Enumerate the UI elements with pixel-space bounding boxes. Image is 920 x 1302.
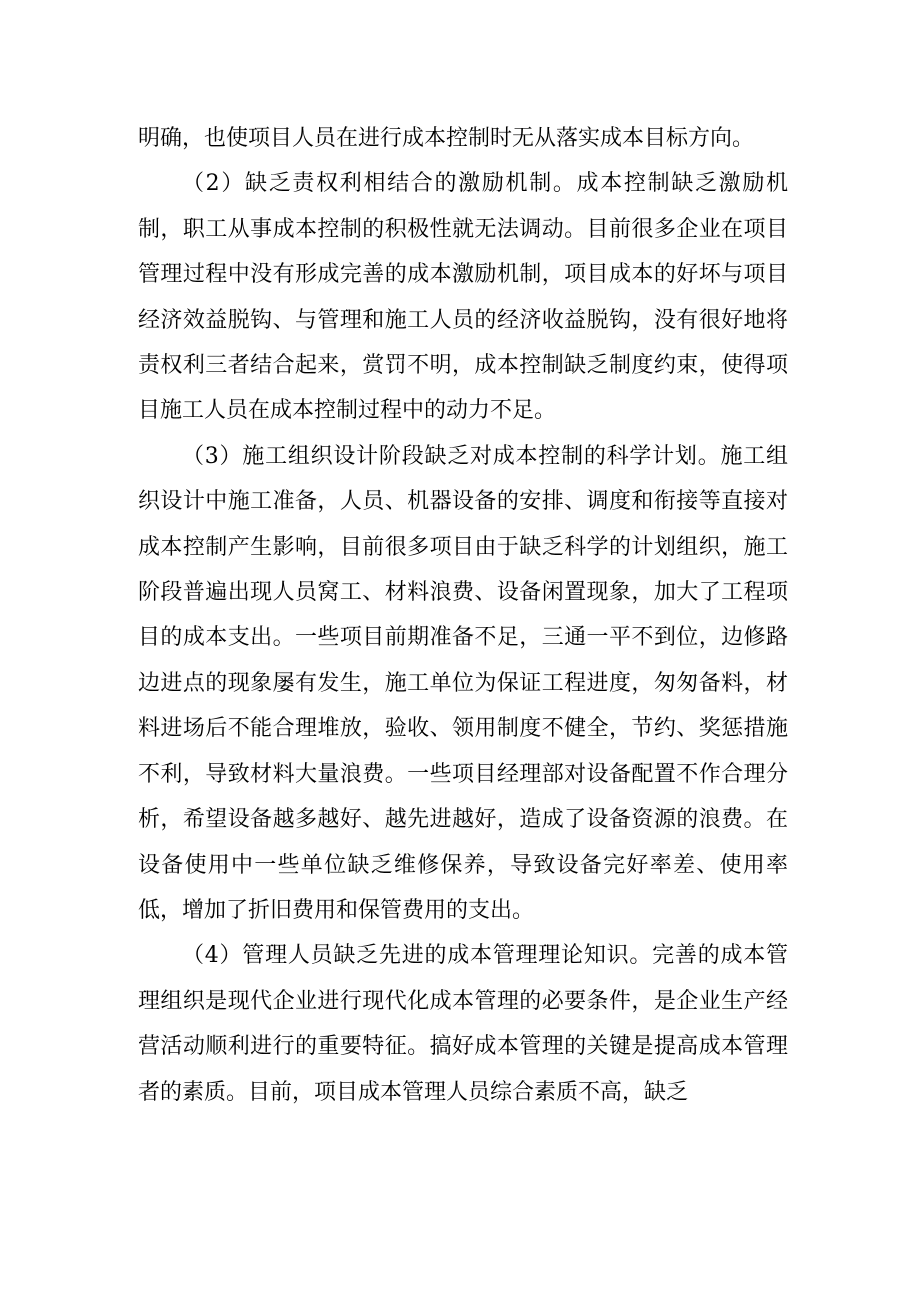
- paragraph-continuation: 明确，也使项目人员在进行成本控制时无从落实成本目标方向。: [138, 126, 755, 151]
- paragraph-construction-planning: （3）施工组织设计阶段缺乏对成本控制的科学计划。施工组织设计中施工准备，人员、机器设备的安排、调度和衔接等直接对成本控制产生影响，目前很多项目由于缺乏科学的计划组织，施工阶段普遍出现人员窝工、材料浪费、设备闲置现象，加大了工程项目的成本支出。一些项目前期准备不足，三通一平不到位，边修路边进点的现象屡有发生，施工单位为保证工程进度，匆匆备料，材料进场后不能合理堆放，验收、领用制度不健全，节约、奖惩措施不利，导致材料大量浪费。一些项目经理部对设备配置不作合理分析，希望设备越多越好、越先进越好，造成了设备资源的浪费。在设备使用中一些单位缺乏维修保养，导致设备完好率差、使用率低，增加了折旧费用和保管费用的支出。: [138, 443, 788, 923]
- document-body: [138, 116, 788, 1115]
- paragraph-incentive-mechanism: （2）缺乏责权利相结合的激励机制。成本控制缺乏激励机制，职工从事成本控制的积极性就无法调动。目前很多企业在项目管理过程中没有形成完善的成本激励机制，项目成本的好坏与项目经济效益脱钩、与管理和施工人员的经济收益脱钩，没有很好地将责权利三者结合起来，赏罚不明，成本控制缺乏制度约束，使得项目施工人员在成本控制过程中的动力不足。: [138, 171, 788, 424]
- paragraph-management-knowledge: （4）管理人员缺乏先进的成本管理理论知识。完善的成本管理组织是现代企业进行现代化成本管理的必要条件，是企业生产经营活动顺利进行的重要特征。搞好成本管理的关键是提高成本管理者的素质。目前，项目成本管理人员综合素质不高，缺乏: [138, 943, 788, 1105]
